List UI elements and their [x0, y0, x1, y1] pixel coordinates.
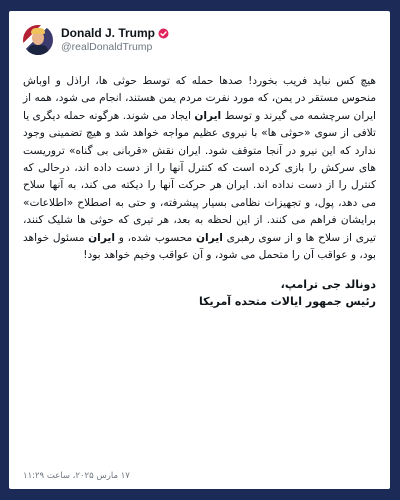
body-segment: محسوب شده، و: [115, 231, 196, 244]
post-card: [9, 11, 390, 489]
signature-block: [23, 276, 376, 310]
verified-badge-icon: [158, 28, 169, 39]
avatar-suit: [28, 45, 48, 55]
name-row: [61, 27, 169, 40]
author-handle[interactable]: @realDonaldTrump: [61, 40, 153, 53]
avatar-hair: [31, 28, 45, 34]
signature-title: رئیس جمهور ایالات متحده آمریکا: [198, 295, 376, 309]
post-header: [23, 25, 376, 55]
body-segment: مسئول خواهد بود، و عواقب آن را متحمل می شود، و آن عواقب وخیم خواهد بود!: [23, 231, 376, 262]
body-segment-bold: ایران: [194, 109, 222, 122]
body-segment: ایجاد می شوند. هرگونه حمله دیگری یا تلافی از سوی «حوثی ها» با نیروی عظیم مواجه خواهد شد و هیچ تضمینی وجود ندارد که این نیرو در آنجا متوقف شود. ایران نقش «قربانی بی گناه» تروریست های سرکش را بازی کرده است که کنترل آنها را از دست داده اند، درحالی که کنترل را از دست نداده اند. ایران هر حرکت آنها را دیکته می کند، به آنها سلاح می دهد، پول، و تجهیزات نظامی بسیار پیشرفته، و حتی به اصطلاح «اطلاعات» برایشان فراهم می کنند. از این لحظه به بعد، هر تیری که حوثی ها شلیک کنند، تیری از سلاح ها و از سوی رهبری: [23, 109, 377, 244]
avatar[interactable]: [23, 25, 53, 55]
body-segment-bold: ایران: [196, 231, 223, 244]
post-body: [23, 73, 376, 264]
body-segment-bold: ایران: [88, 231, 116, 244]
user-info: [61, 27, 169, 54]
body-segment: هیچ کس نباید فریب بخورد! صدها حمله که توسط حوثی ها، اراذل و اوباش منحوس مستقر در یمن، که مورد نفرت مردم یمن هستند، انجام می شود، همه از ایران سرچشمه می گیرند و توسط: [23, 75, 376, 122]
author-name[interactable]: Donald J. Trump: [61, 25, 156, 40]
signature-name: دونالد جی ترامپ،: [280, 278, 376, 292]
post-timestamp[interactable]: ۱۷ مارس ۲۰۲۵، ساعت ۱۱:۲۹: [23, 471, 130, 481]
post-body-paragraph: [23, 73, 376, 264]
